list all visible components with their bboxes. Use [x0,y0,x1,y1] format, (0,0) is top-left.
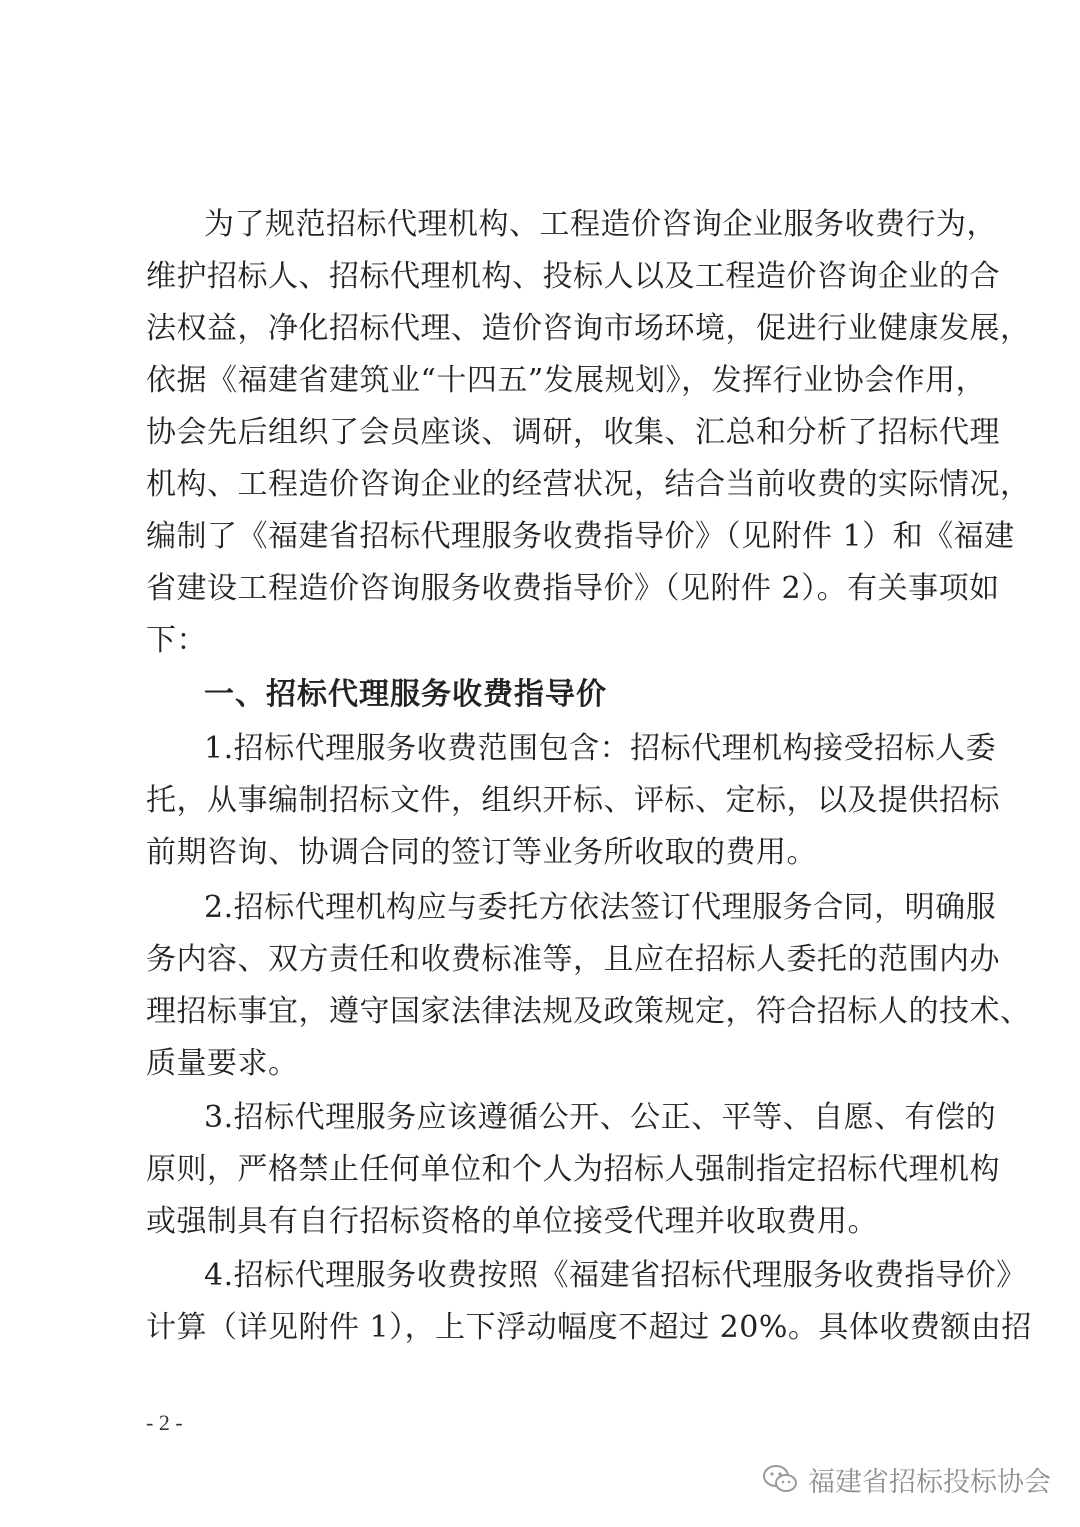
paragraph-line: 务内容、双方责任和收费标准等，且应在招标人委托的范围内办 [146,942,1000,977]
paragraph-line: 2.招标代理机构应与委托方依法签订代理服务合同，明确服 [204,890,997,925]
paragraph-line: 依据《福建省建筑业“十四五”发展规划》，发挥行业协会作用， [146,363,987,398]
paragraph-line: 下： [146,623,207,658]
paragraph-line: 或强制具有自行招标资格的单位接受代理并收取费用。 [146,1204,878,1239]
paragraph-line: 省建设工程造价咨询服务收费指导价》（见附件 2）。有关事项如 [146,571,1000,606]
paragraph-line: 为了规范招标代理机构、工程造价咨询企业服务收费行为， [204,207,997,242]
paragraph-line: 机构、工程造价咨询企业的经营状况，结合当前收费的实际情况， [146,467,1031,502]
paragraph-line: 协会先后组织了会员座谈、调研，收集、汇总和分析了招标代理 [146,415,1000,450]
watermark-text: 福建省招标投标协会 [808,1466,1051,1498]
paragraph-line: 原则，严格禁止任何单位和个人为招标人强制指定招标代理机构 [146,1152,1000,1187]
paragraph-line: 3.招标代理服务应该遵循公开、公正、平等、自愿、有偿的 [204,1100,997,1135]
paragraph-line: 编制了《福建省招标代理服务收费指导价》（见附件 1）和《福建 [146,519,1015,554]
paragraph-line: 理招标事宜，遵守国家法律法规及政策规定，符合招标人的技术、 [146,994,1031,1029]
watermark [762,1457,1051,1501]
paragraph-line: 托，从事编制招标文件，组织开标、评标、定标，以及提供招标 [146,783,1000,818]
paragraph-line: 1.招标代理服务收费范围包含：招标代理机构接受招标人委 [204,731,997,766]
page-number: - 2 - [146,1410,183,1435]
paragraph-line: 法权益，净化招标代理、造价咨询市场环境，促进行业健康发展， [146,311,1031,346]
paragraph-line: 前期咨询、协调合同的签订等业务所收取的费用。 [146,835,817,870]
paragraph-line: 维护招标人、招标代理机构、投标人以及工程造价咨询企业的合 [146,259,1000,294]
paragraph-line: 质量要求。 [146,1046,299,1081]
section-heading: 一、招标代理服务收费指导价 [204,677,607,712]
paragraph-line: 计算（详见附件 1），上下浮动幅度不超过 20%。具体收费额由招 [146,1310,1032,1345]
wechat-icon [762,1463,798,1495]
paragraph-line: 4.招标代理服务收费按照《福建省招标代理服务收费指导价》 [204,1258,1027,1293]
